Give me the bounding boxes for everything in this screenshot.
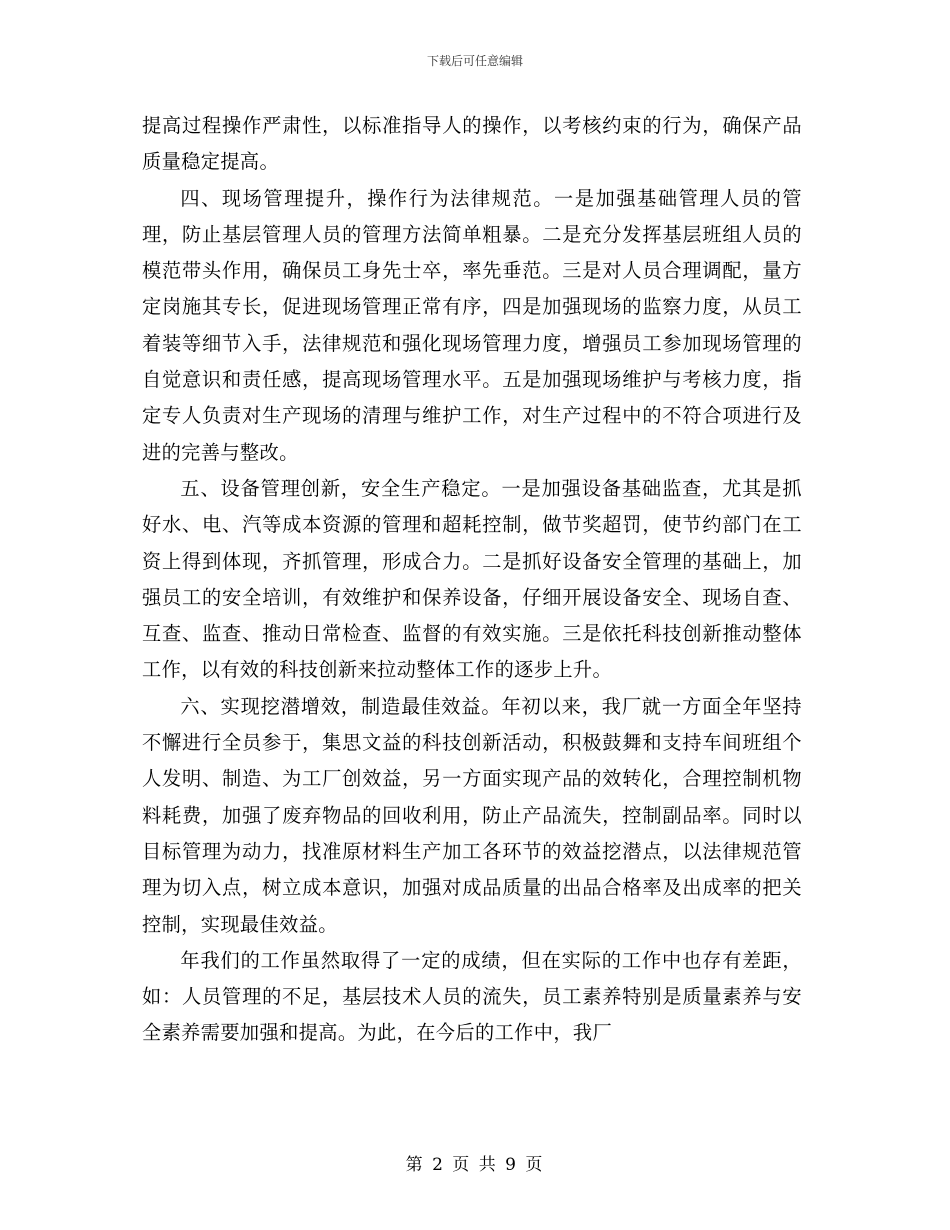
paragraph-continuation: 提高过程操作严肃性，以标准指导人的操作，以考核约束的行为，确保产品质量稳定提高。	[142, 114, 802, 174]
paragraph-equipment-management: 五、设备管理创新，安全生产稳定。一是加强设备基础监查，尤其是抓好水、电、汽等成本资源的管理和超耗控制，做节奖超罚，使节约部门在工资上得到体现，齐抓管理，形成合力。二是抓好设备安全管理的基础上，加强员工的安全培训，有效维护和保养设备，仔细开展设备安全、现场自查、互查、监查、推动日常检查、监督的有效实施。三是依托科技创新推动整体工作，以有效的科技创新来拉动整体工作的逐步上升。	[142, 476, 802, 682]
page-header-note: 下载后可任意编辑	[426, 54, 523, 68]
paragraph-efficiency: 六、实现挖潜增效，制造最佳效益。年初以来，我厂就一方面全年坚持不懈进行全员参于，集思文益的科技创新活动，积极鼓舞和支持车间班组个人发明、制造、为工厂创效益，另一方面实现产品的效转化，合理控制机物料耗费，加强了废弃物品的回收利用，防止产品流失，控制副品率。同时以目标管理为动力，找准原材料生产加工各环节的效益挖潜点，以法律规范管理为切入点，树立成本意识，加强对成品质量的出品合格率及出成率的把关控制，实现最佳效益。	[142, 694, 802, 936]
page-number: 第 2 页 共 9 页	[405, 1155, 545, 1175]
document-body	[142, 108, 802, 1052]
paragraph-site-management: 四、现场管理提升，操作行为法律规范。一是加强基础管理人员的管理，防止基层管理人员的管理方法简单粗暴。二是充分发挥基层班组人员的模范带头作用，确保员工身先士卒，率先垂范。三是对人员合理调配，量方定岗施其专长，促进现场管理正常有序，四是加强现场的监察力度，从员工着装等细节入手，法律规范和强化现场管理力度，增强员工参加现场管理的自觉意识和责任感，提高现场管理水平。五是加强现场维护与考核力度，指定专人负责对生产现场的清理与维护工作，对生产过程中的不符合项进行及进的完善与整改。	[142, 186, 802, 464]
paragraph-shortcomings: 年我们的工作虽然取得了一定的成绩，但在实际的工作中也存有差距，如：人员管理的不足，基层技术人员的流失，员工素养特别是质量素养与安全素养需要加强和提高。为此，在今后的工作中，我厂	[142, 948, 802, 1045]
